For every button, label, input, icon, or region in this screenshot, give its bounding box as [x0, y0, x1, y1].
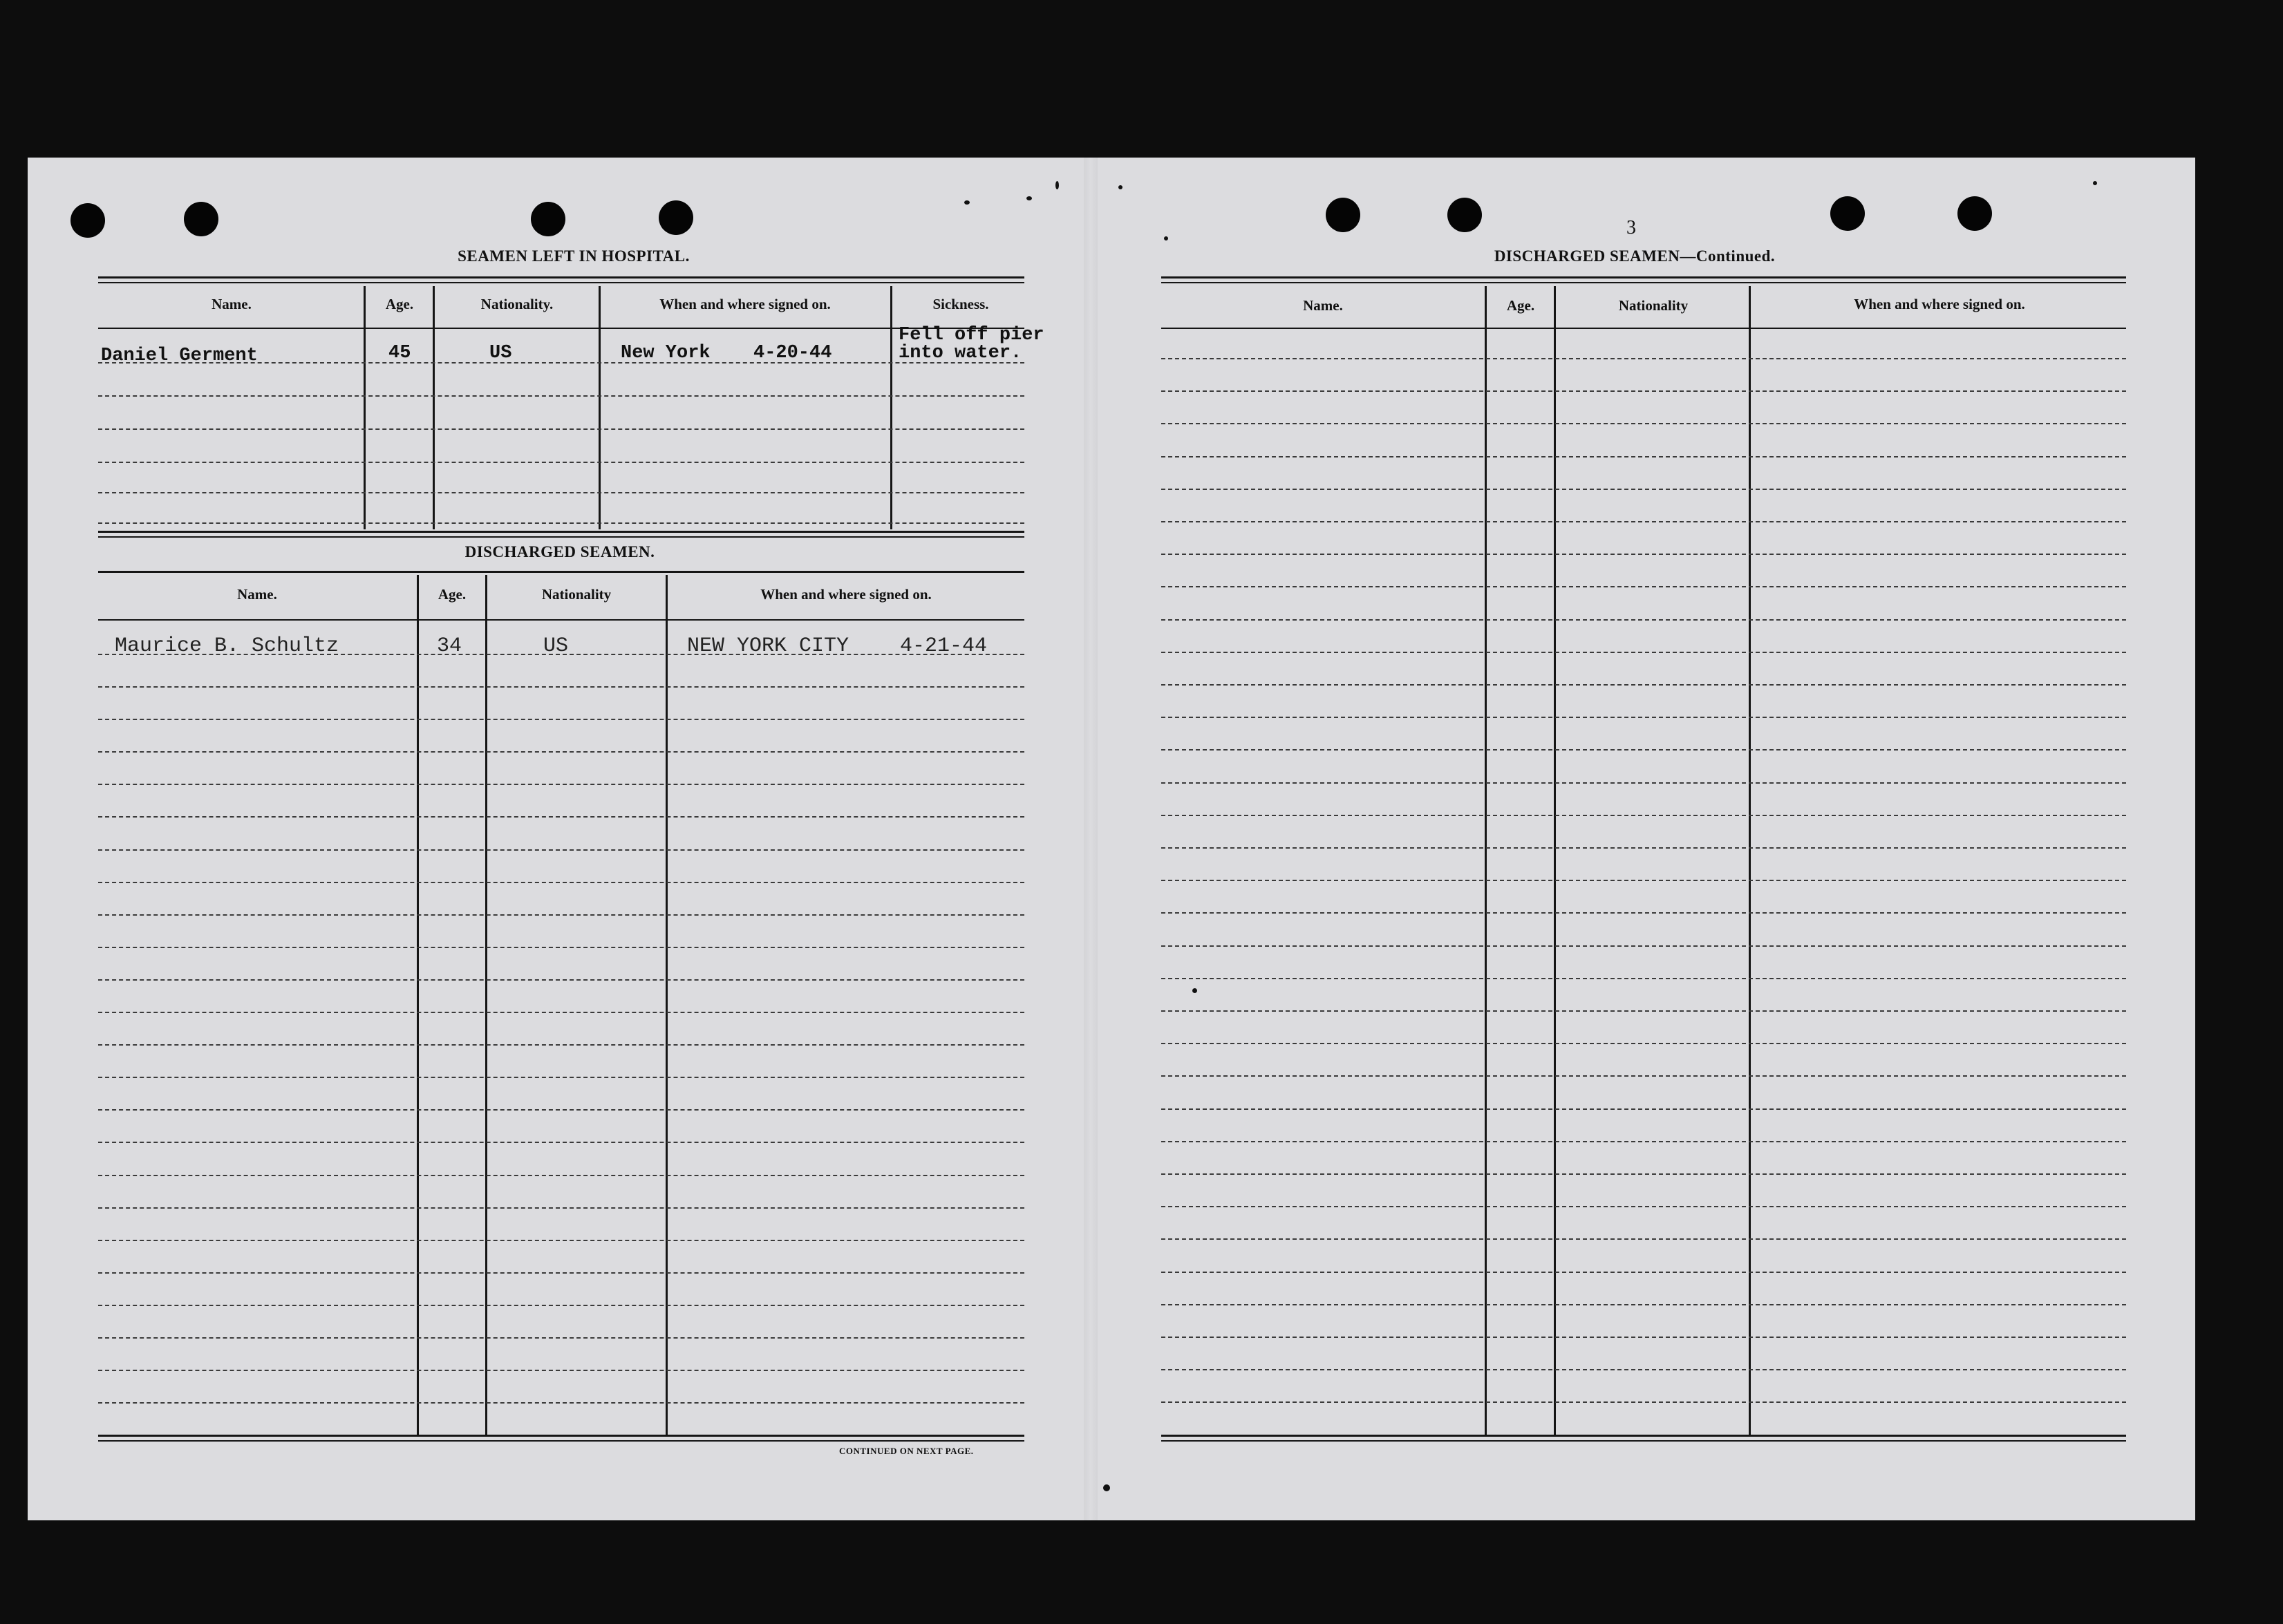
table-top-rule [98, 282, 1024, 283]
col-header-sickness: Sickness. [932, 296, 989, 312]
entry-line [98, 1109, 1024, 1111]
entry-line [1161, 1304, 2126, 1305]
entry-line [98, 849, 1024, 851]
entry-line [98, 882, 1024, 883]
col-header-signed-on: When and where signed on. [760, 586, 932, 603]
punch-hole [659, 200, 693, 235]
entry-line [1161, 1010, 2126, 1012]
table-bottom-rule [98, 1440, 1024, 1442]
punch-hole [71, 203, 105, 238]
entry-line [98, 1272, 1024, 1274]
hospital-entry-sickness-line1: Fell off pier [899, 325, 1044, 346]
col-header-signed-on: When and where signed on. [659, 296, 831, 312]
speck [1192, 988, 1197, 993]
entry-line [1161, 456, 2126, 457]
entry-line [98, 522, 1024, 524]
entry-line [1161, 652, 2126, 653]
punch-hole [184, 202, 218, 236]
speck [1103, 1484, 1110, 1491]
entry-line [98, 686, 1024, 688]
speck [1118, 185, 1122, 189]
entry-line [98, 1012, 1024, 1013]
entry-line [1161, 1141, 2126, 1142]
discharged-entry-age: 34 [437, 634, 462, 658]
entry-line [98, 1240, 1024, 1241]
entry-line [1161, 554, 2126, 555]
entry-line [98, 1337, 1024, 1339]
entry-line [98, 1044, 1024, 1046]
entry-line [98, 947, 1024, 948]
page-fold [1084, 158, 1098, 1520]
entry-line [1161, 619, 2126, 621]
col-header-nationality: Nationality [541, 586, 612, 603]
entry-line [98, 1305, 1024, 1306]
entry-line [1161, 945, 2126, 947]
entry-line [98, 1142, 1024, 1143]
hospital-entry-name: Daniel Germent [101, 346, 258, 366]
entry-line [1161, 782, 2126, 784]
discharged-entry-place: NEW YORK CITY [687, 634, 849, 658]
continued-note: CONTINUED ON NEXT PAGE. [839, 1446, 974, 1456]
entry-line [98, 462, 1024, 463]
entry-line [1161, 586, 2126, 587]
entry-line [1161, 358, 2126, 359]
punch-hole [1447, 198, 1482, 232]
entry-line [1161, 880, 2126, 881]
entry-line [98, 784, 1024, 785]
discharged-entry-nationality: US [543, 634, 569, 658]
entry-line [98, 1207, 1024, 1209]
entry-line [1161, 978, 2126, 979]
hospital-entry-nationality: US [489, 343, 512, 363]
entry-line [1161, 1108, 2126, 1110]
table-top-rule [1161, 276, 2126, 278]
col-header-signed-on: When and where signed on. [1854, 296, 2025, 312]
entry-line [98, 1370, 1024, 1371]
entry-line [1161, 423, 2126, 424]
col-header-name: Name. [1303, 297, 1343, 314]
table-bottom-rule [98, 1435, 1024, 1437]
table-top-rule [1161, 282, 2126, 283]
entry-line [1161, 1173, 2126, 1175]
entry-line [1161, 912, 2126, 914]
punch-hole [1326, 198, 1360, 232]
entry-line [1161, 521, 2126, 522]
entry-line [98, 1402, 1024, 1404]
section-rule [98, 536, 1024, 538]
col-header-nationality: Nationality [1618, 297, 1689, 314]
discharged-continued-title: DISCHARGED SEAMEN—Continued. [1494, 247, 1776, 265]
column-divider [1749, 286, 1751, 1435]
hospital-entry-age: 45 [388, 343, 411, 363]
entry-line [1161, 1337, 2126, 1338]
entry-line [98, 492, 1024, 493]
entry-line [1161, 1043, 2126, 1044]
column-divider [1554, 286, 1556, 1435]
speck [964, 200, 970, 205]
column-divider [1485, 286, 1487, 1435]
hospital-entry-sickness-line2: into water. [899, 343, 1022, 363]
hospital-section-title: SEAMEN LEFT IN HOSPITAL. [458, 247, 690, 265]
discharged-section-title: DISCHARGED SEAMEN. [464, 543, 655, 560]
entry-line [1161, 684, 2126, 686]
hospital-entry-date: 4-20-44 [753, 343, 832, 363]
header-underline [1161, 328, 2126, 329]
col-header-age: Age. [1506, 297, 1535, 314]
entry-line [98, 719, 1024, 720]
entry-line [1161, 1401, 2126, 1403]
entry-line [98, 395, 1024, 397]
table-top-rule [98, 571, 1024, 573]
entry-line [1161, 1369, 2126, 1370]
speck [2093, 181, 2097, 185]
entry-line [1161, 1206, 2126, 1207]
header-underline [98, 619, 1024, 621]
entry-line [1161, 390, 2126, 392]
hospital-entry-place: New York [621, 343, 711, 363]
punch-hole [1957, 196, 1992, 231]
punch-hole [1830, 196, 1865, 231]
section-rule [98, 531, 1024, 533]
col-header-name: Name. [212, 296, 252, 312]
entry-line [1161, 489, 2126, 490]
entry-line [1161, 1075, 2126, 1077]
entry-line [98, 1175, 1024, 1176]
entry-line [1161, 749, 2126, 750]
col-header-age: Age. [438, 586, 467, 603]
table-bottom-rule [1161, 1435, 2126, 1437]
entry-line [98, 816, 1024, 818]
entry-line [98, 914, 1024, 916]
entry-line [1161, 815, 2126, 816]
table-top-rule [98, 276, 1024, 278]
entry-line [98, 428, 1024, 430]
entry-line [98, 1077, 1024, 1078]
discharged-entry-name: Maurice B. Schultz [115, 634, 339, 658]
col-header-age: Age. [385, 296, 414, 312]
col-header-name: Name. [237, 586, 277, 603]
entry-line [1161, 1272, 2126, 1273]
entry-line [98, 751, 1024, 753]
discharged-entry-date: 4-21-44 [900, 634, 988, 658]
speck [1055, 181, 1059, 189]
entry-line [1161, 1238, 2126, 1240]
page-number: 3 [1626, 217, 1636, 238]
punch-hole [531, 202, 565, 236]
speck [1164, 236, 1168, 240]
entry-line [98, 979, 1024, 981]
col-header-nationality: Nationality. [480, 296, 554, 312]
entry-line [1161, 847, 2126, 849]
entry-line [1161, 717, 2126, 718]
table-bottom-rule [1161, 1440, 2126, 1442]
speck [1026, 196, 1032, 200]
header-underline [98, 328, 1024, 329]
